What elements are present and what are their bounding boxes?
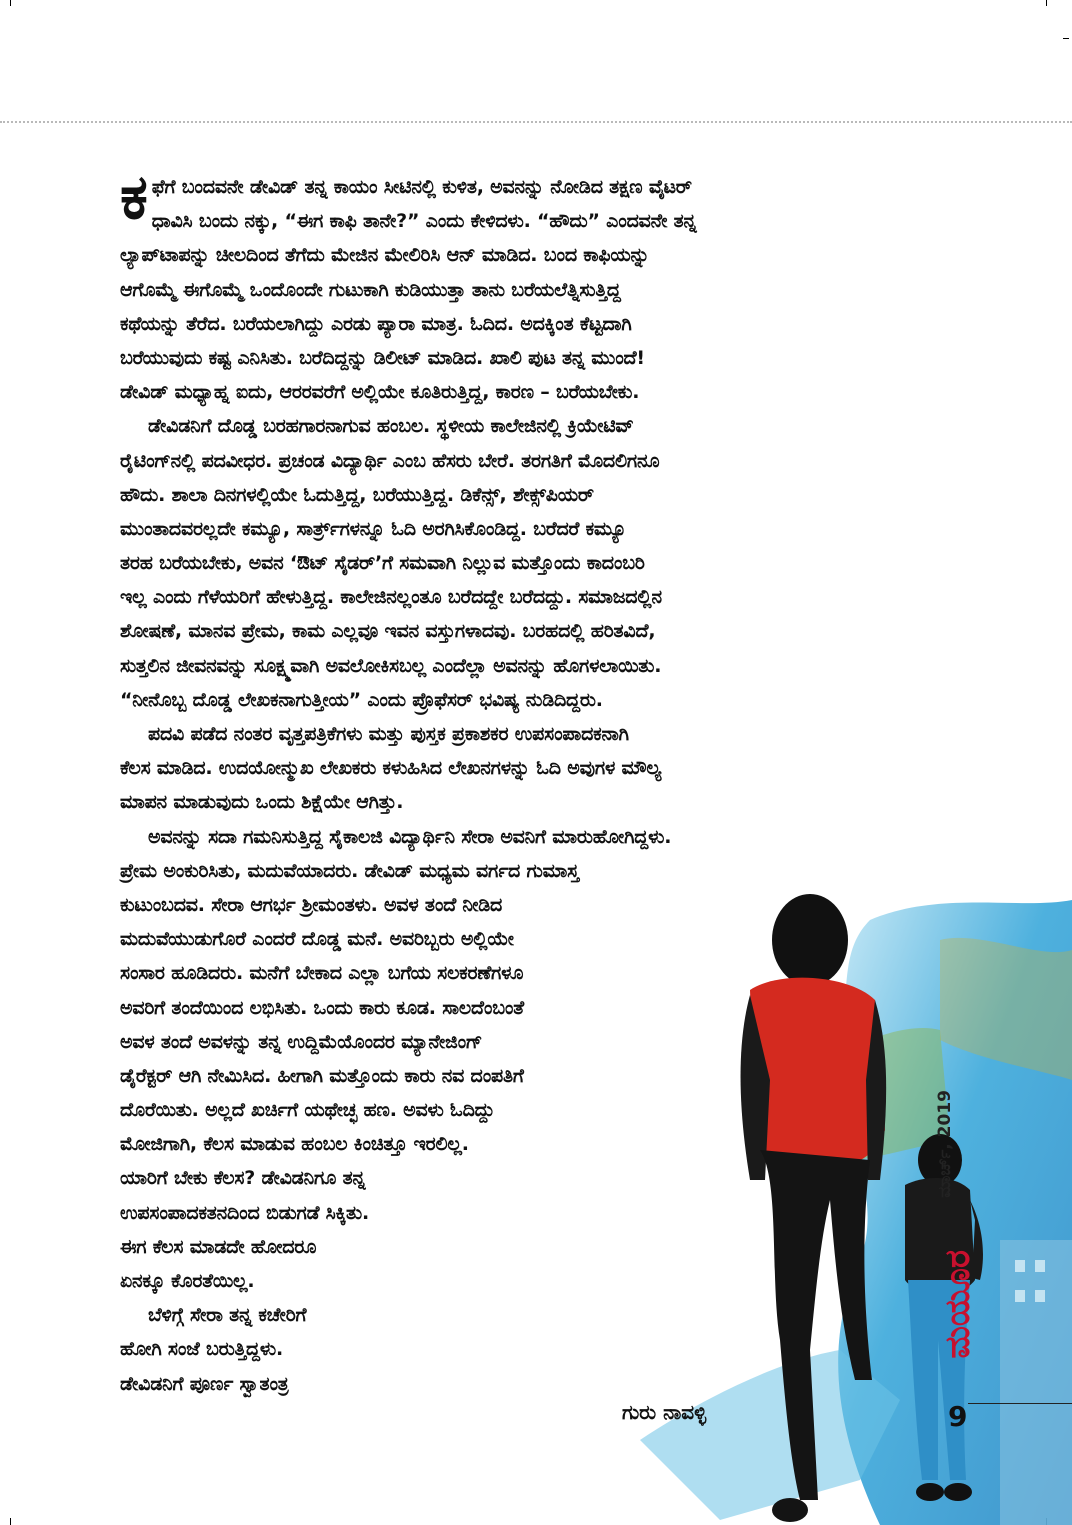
paragraph-5 bbox=[120, 1298, 900, 1401]
story-line: ಹೋಗಿ ಸಂಜೆ ಬರುತ್ತಿದ್ದಳು. bbox=[120, 1338, 283, 1361]
story-body bbox=[120, 160, 900, 1401]
story-line: ಈಗ ಕೆಲಸ ಮಾಡದೇ ಹೋದರೂ bbox=[120, 1235, 317, 1258]
story-line: ಅವನನ್ನು ಸದಾ ಗಮನಿಸುತ್ತಿದ್ದ ಸೈಕಾಲಜಿ ವಿದ್ಯಾರ್ಥಿನಿ ಸೇರಾ ಅವನಿಗೆ ಮಾರುಹೋಗಿದ್ದಳು. bbox=[148, 825, 672, 848]
crop-mark-bottom-left bbox=[10, 1518, 11, 1525]
story-line: ಬೆಳಿಗ್ಗೆ ಸೇರಾ ತನ್ನ ಕಚೇರಿಗೆ bbox=[148, 1304, 307, 1327]
story-line: ಪ್ರೇಮ ಅಂಕುರಿಸಿತು, ಮದುವೆಯಾದರು. ಡೇವಿಡ್ ಮಧ್ಯಮ ವರ್ಗದ ಗುಮಾಸ್ತ bbox=[120, 859, 579, 882]
issue-date: ಮಾರ್ಚ್, 2019 bbox=[935, 1090, 955, 1198]
story-line: ಮದುವೆಯುಡುಗೊರೆ ಎಂದರೆ ದೊಡ್ಡ ಮನೆ. ಅವರಿಬ್ಬರು ಅಲ್ಲಿಯೇ bbox=[120, 928, 514, 951]
crop-mark-right-side bbox=[1063, 38, 1069, 39]
story-line: ಏನಕ್ಕೂ ಕೊರತೆಯಿಲ್ಲ. bbox=[120, 1270, 255, 1292]
story-line: ಪದವಿ ಪಡೆದ ನಂತರ ವೃತ್ತಪತ್ರಿಕೆಗಳು ಮತ್ತು ಪುಸ್ತಕ ಪ್ರಕಾಶಕರ ಉಪಸಂಪಾದಕನಾಗಿ bbox=[148, 723, 629, 745]
story-line: ಮಾಪನ ಮಾಡುವುದು ಒಂದು ಶಿಕ್ಷೆಯೇ ಆಗಿತ್ತು. bbox=[120, 791, 404, 814]
paragraph-1 bbox=[120, 160, 900, 409]
story-line: ಡೇವಿಡ್ ಮಧ್ಯಾಹ್ನ ಐದು, ಆರರವರೆಗೆ ಅಲ್ಲಿಯೇ ಕೂತಿರುತ್ತಿದ್ದ, ಕಾರಣ – ಬರೆಯಬೇಕು. bbox=[120, 381, 640, 404]
magazine-name: ಮಯೂರ bbox=[938, 1250, 978, 1359]
story-line: ಅವರಿಗೆ ತಂದೆಯಿಂದ ಲಭಿಸಿತು. ಒಂದು ಕಾರು ಕೂಡ. ಸಾಲದೆಂಬಂತೆ bbox=[120, 996, 524, 1019]
paragraph-2 bbox=[120, 409, 900, 717]
story-line: ಇಲ್ಲ ಎಂದು ಗೆಳೆಯರಿಗೆ ಹೇಳುತ್ತಿದ್ದ. ಕಾಲೇಜಿನಲ್ಲಂತೂ ಬರೆದದ್ದೇ ಬರೆದದ್ದು. ಸಮಾಜದಲ್ಲಿನ bbox=[120, 586, 662, 609]
story-line: ಧಾವಿಸಿ ಬಂದು ನಕ್ಕು, “ಈಗ ಕಾಫಿ ತಾನೇ?” ಎಂದು ಕೇಳಿದಳು. “ಹೌದು” ಎಂದವನೇ ತನ್ನ bbox=[151, 210, 697, 233]
header-dotted-rule bbox=[0, 121, 1072, 123]
story-line: ಕೆಲಸ ಮಾಡಿದ. ಉದಯೋನ್ಮುಖ ಲೇಖಕರು ಕಳುಹಿಸಿದ ಲೇಖನಗಳನ್ನು ಓದಿ ಅವುಗಳ ಮೌಲ್ಯ bbox=[120, 757, 662, 780]
drop-cap: ಕ bbox=[120, 160, 148, 233]
story-line: “ನೀನೊಬ್ಬ ದೊಡ್ಡ ಲೇಖಕನಾಗುತ್ತೀಯ” ಎಂದು ಪ್ರೊಫೆಸರ್ ಭವಿಷ್ಯ ನುಡಿದಿದ್ದರು. bbox=[120, 688, 603, 711]
story-line: ದೊರೆಯಿತು. ಅಲ್ಲದೆ ಖರ್ಚಿಗೆ ಯಥೇಚ್ಛ ಹಣ. ಅವಳು ಓದಿದ್ದು bbox=[120, 1099, 495, 1122]
story-line: ಮುಂತಾದವರಲ್ಲದೇ ಕಮ್ಯೂ, ಸಾರ್ತ್ರ್‌ಗಳನ್ನೂ ಓದಿ ಅರಗಿಸಿಕೊಂಡಿದ್ದ. ಬರೆದರೆ ಕಮ್ಯೂ bbox=[120, 517, 627, 540]
story-line: ಬರೆಯುವುದು ಕಷ್ಟ ಎನಿಸಿತು. ಬರೆದಿದ್ದನ್ನು ಡಿಲೀಟ್ ಮಾಡಿದ. ಖಾಲಿ ಪುಟ ತನ್ನ ಮುಂದೆ! bbox=[120, 346, 645, 369]
crop-mark-top-left bbox=[10, 0, 11, 6]
crop-mark-top-right bbox=[1046, 0, 1047, 6]
story-line: ಡೈರೆಕ್ಟರ್ ಆಗಿ ನೇಮಿಸಿದ. ಹೀಗಾಗಿ ಮತ್ತೊಂದು ಕಾರು ನವ ದಂಪತಿಗೆ bbox=[120, 1064, 524, 1087]
story-line: ಡೇವಿಡನಿಗೆ ದೊಡ್ಡ ಬರಹಗಾರನಾಗುವ ಹಂಬಲ. ಸ್ಥಳೀಯ ಕಾಲೇಜಿನಲ್ಲಿ ಕ್ರಿಯೇಟಿವ್ bbox=[148, 415, 634, 438]
story-line: ತರಹ ಬರೆಯಬೇಕು, ಅವನ ‘ಔಟ್ ಸೈಡರ್’ಗೆ ಸಮವಾಗಿ ನಿಲ್ಲುವ ಮತ್ತೊಂದು ಕಾದಂಬರಿ bbox=[120, 552, 645, 575]
page-number: 9 bbox=[948, 1400, 968, 1433]
story-line: ಅವಳ ತಂದೆ ಅವಳನ್ನು ತನ್ನ ಉದ್ದಿಮೆಯೊಂದರ ಮ್ಯಾನೇಜಿಂಗ್ bbox=[120, 1030, 483, 1053]
paragraph-4 bbox=[120, 820, 900, 1299]
story-line: ರೈಟಿಂಗ್‌ನಲ್ಲಿ ಪದವೀಧರ. ಪ್ರಚಂಡ ವಿದ್ಯಾರ್ಥಿ ಎಂಬ ಹೆಸರು ಬೇರೆ. ತರಗತಿಗೆ ಮೊದಲಿಗನೂ bbox=[120, 449, 660, 472]
paragraph-3 bbox=[120, 717, 900, 820]
story-line: ಯಾರಿಗೆ ಬೇಕು ಕೆಲಸ? ಡೇವಿಡನಿಗೂ ತನ್ನ bbox=[120, 1167, 366, 1190]
story-line: ಫೆಗೆ ಬಂದವನೇ ಡೇವಿಡ್ ತನ್ನ ಕಾಯಂ ಸೀಟಿನಲ್ಲಿ ಕುಳಿತ, ಅವನನ್ನು ನೋಡಿದ ತಕ್ಷಣ ವೈಟರ್ bbox=[151, 176, 692, 198]
story-line: ಸುತ್ತಲಿನ ಜೀವನವನ್ನು ಸೂಕ್ಷ್ಮವಾಗಿ ಅವಲೋಕಿಸಬಲ್ಲ ಎಂದೆಲ್ಲಾ ಅವನನ್ನು ಹೊಗಳಲಾಯಿತು. bbox=[120, 654, 662, 677]
story-line: ಕಥೆಯನ್ನು ತೆರೆದ. ಬರೆಯಲಾಗಿದ್ದು ಎರಡು ಪ್ಯಾರಾ ಮಾತ್ರ. ಓದಿದ. ಅದಕ್ಕಿಂತ ಕೆಟ್ಟದಾಗಿ bbox=[120, 312, 632, 335]
story-line: ಮೋಜಿಗಾಗಿ, ಕೆಲಸ ಮಾಡುವ ಹಂಬಲ ಕಿಂಚಿತ್ತೂ ಇರಲಿಲ್ಲ. bbox=[120, 1133, 469, 1156]
folio-rule bbox=[968, 1403, 1072, 1404]
story-line: ಡೇವಿಡನಿಗೆ ಪೂರ್ಣ ಸ್ವಾತಂತ್ರ bbox=[120, 1372, 289, 1395]
story-line: ಉಪಸಂಪಾದಕತನದಿಂದ ಬಿಡುಗಡೆ ಸಿಕ್ಕಿತು. bbox=[120, 1201, 369, 1224]
author-byline: ಗುರು ನಾವಳ್ಳಿ bbox=[622, 1400, 707, 1424]
story-line: ಸಂಸಾರ ಹೂಡಿದರು. ಮನೆಗೆ ಬೇಕಾದ ಎಲ್ಲಾ ಬಗೆಯ ಸಲಕರಣೆಗಳೂ bbox=[120, 962, 524, 985]
story-line: ಕುಟುಂಬದವ. ಸೇರಾ ಆಗರ್ಭ ಶ್ರೀಮಂತಳು. ಅವಳ ತಂದೆ ನೀಡಿದ bbox=[120, 893, 503, 916]
story-line: ಹೌದು. ಶಾಲಾ ದಿನಗಳಲ್ಲಿಯೇ ಓದುತ್ತಿದ್ದ, ಬರೆಯುತ್ತಿದ್ದ. ಡಿಕೆನ್ಸ್, ಶೇಕ್ಸ್‌ಪಿಯರ್ bbox=[120, 483, 594, 506]
story-line: ಆಗೊಮ್ಮೆ ಈಗೊಮ್ಮೆ ಒಂದೊಂದೇ ಗುಟುಕಾಗಿ ಕುಡಿಯುತ್ತಾ ತಾನು ಬರೆಯಲೆತ್ನಿಸುತ್ತಿದ್ದ bbox=[120, 278, 621, 301]
story-line: ಶೋಷಣೆ, ಮಾನವ ಪ್ರೇಮ, ಕಾಮ ಎಲ್ಲವೂ ಇವನ ವಸ್ತುಗಳಾದವು. ಬರಹದಲ್ಲಿ ಹರಿತವಿದೆ, bbox=[120, 620, 656, 643]
story-line: ಲ್ಯಾಪ್‌ಟಾಪನ್ನು ಚೀಲದಿಂದ ತೆಗೆದು ಮೇಜಿನ ಮೇಲಿರಿಸಿ ಆನ್ ಮಾಡಿದ. ಬಂದ ಕಾಫಿಯನ್ನು bbox=[120, 244, 650, 267]
